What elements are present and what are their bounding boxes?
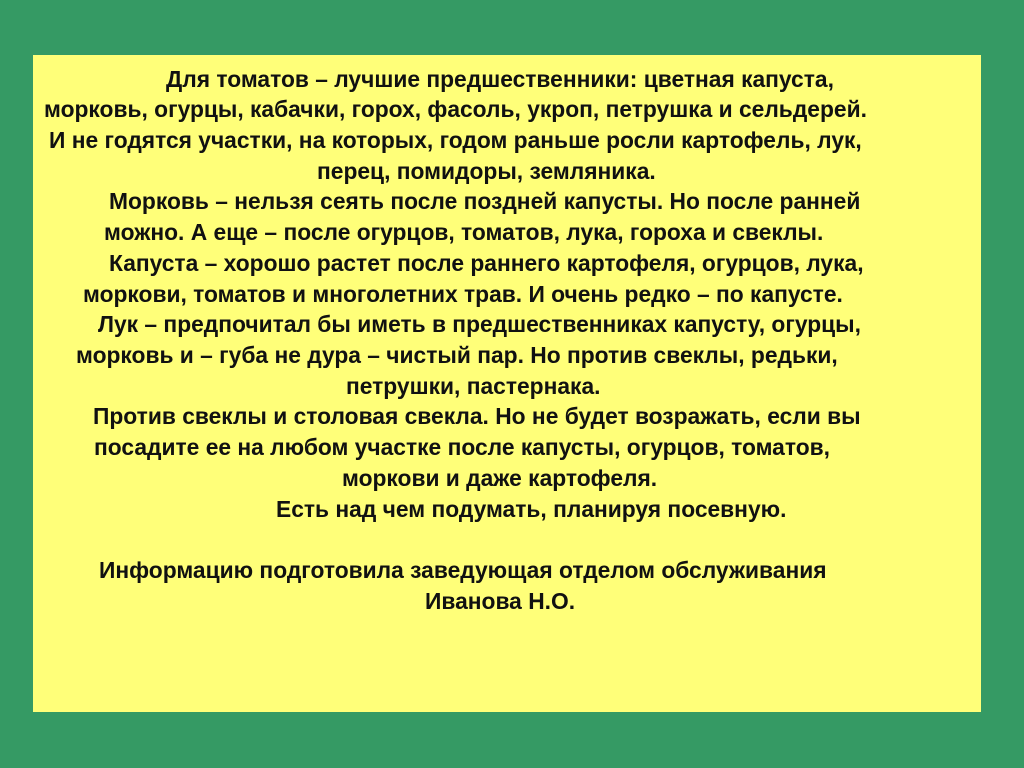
onion-line-1: Лук – предпочитал бы иметь в предшественниках капусту, огурцы, — [98, 311, 861, 337]
credit-line-2: Иванова Н.О. — [425, 588, 576, 614]
beet-line-3: моркови и даже картофеля. — [342, 465, 658, 491]
carrot-line-1: Морковь – нельзя сеять после поздней капусты. Но после ранней — [109, 188, 861, 214]
text-panel — [33, 55, 981, 712]
carrot-line-2: можно. А еще – после огурцов, томатов, лука, гороха и свеклы. — [104, 219, 824, 245]
onion-line-2: морковь и – губа не дура – чистый пар. Но против свеклы, редьки, — [76, 342, 838, 368]
beet-line-2: посадите ее на любом участке после капусты, огурцов, томатов, — [94, 434, 831, 460]
closing-line: Есть над чем подумать, планируя посевную. — [276, 496, 787, 522]
tomatoes-line-3: И не годятся участки, на которых, годом раньше росли картофель, лук, — [49, 127, 862, 153]
credit-line-1: Информацию подготовила заведующая отделом обслуживания — [99, 557, 827, 583]
tomatoes-line-2: морковь, огурцы, кабачки, горох, фасоль, укроп, петрушка и сельдерей. — [44, 96, 867, 122]
tomatoes-line-4: перец, помидоры, земляника. — [317, 158, 656, 184]
beet-line-1: Против свеклы и столовая свекла. Но не будет возражать, если вы — [93, 403, 861, 429]
cabbage-line-1: Капуста – хорошо растет после раннего картофеля, огурцов, лука, — [109, 250, 864, 276]
cabbage-line-2: моркови, томатов и многолетних трав. И очень редко – по капусте. — [83, 281, 843, 307]
tomatoes-line-1: Для томатов – лучшие предшественники: цветная капуста, — [166, 66, 834, 92]
onion-line-3: петрушки, пастернака. — [346, 373, 601, 399]
